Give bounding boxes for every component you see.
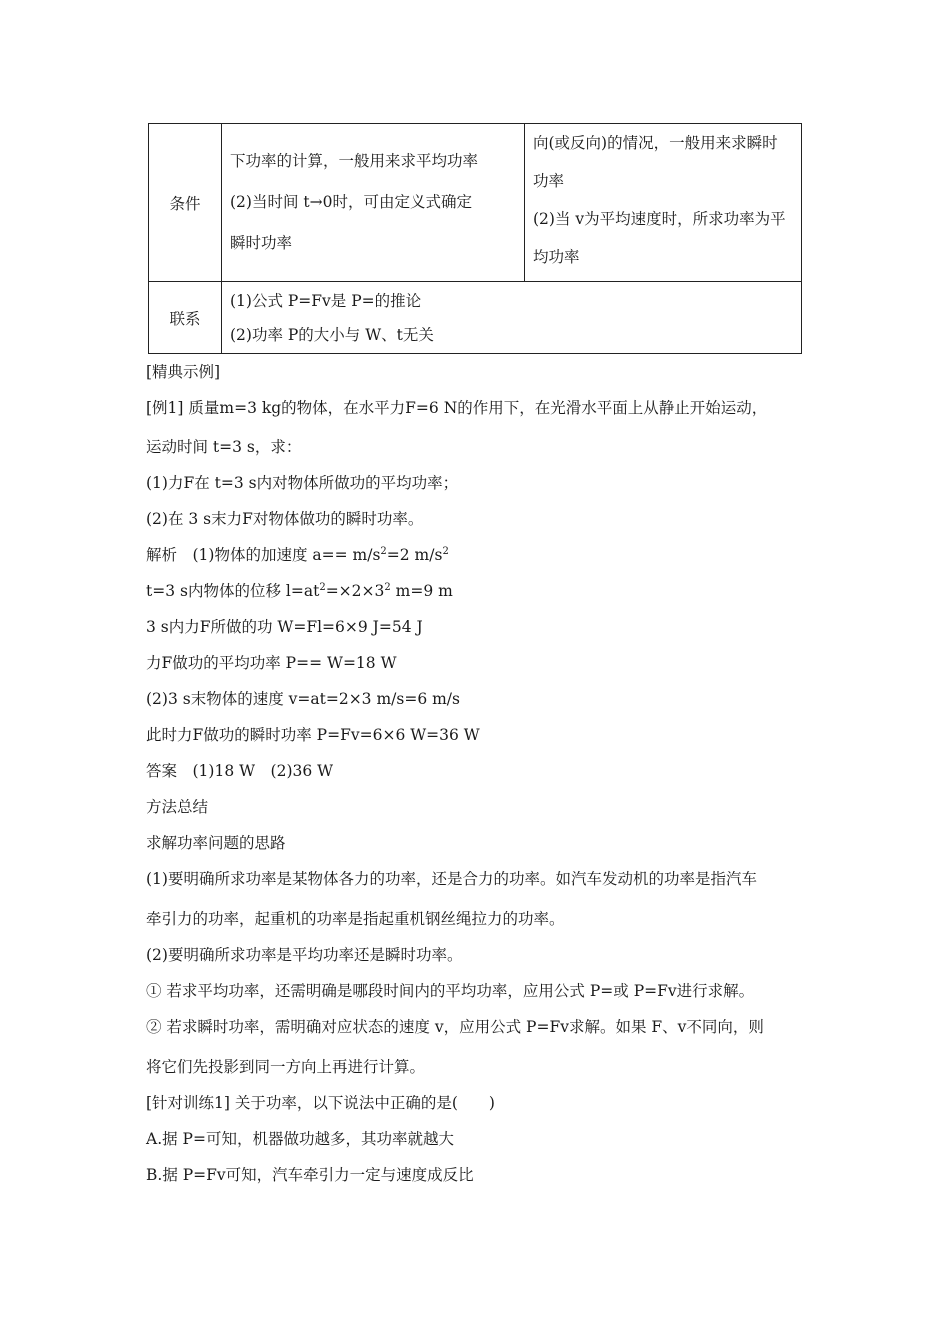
method-line: (2)要明确所求功率是平均功率还是瞬时功率。	[146, 946, 463, 964]
cell-line: (2)当时间 t→0时，可由定义式确定	[230, 193, 472, 211]
relation-cell	[222, 282, 802, 354]
method-line: (1)要明确所求功率是某物体各力的功率，还是合力的功率。如汽车发动机的功率是指汽车	[146, 870, 757, 888]
cell-line: 瞬时功率	[230, 234, 293, 252]
question-1: (1)力F在 t=3 s内对物体所做功的平均功率；	[146, 474, 459, 492]
condition-cell-left	[222, 124, 525, 282]
question-2: (2)在 3 s末力F对物体做功的瞬时功率。	[146, 510, 424, 528]
example-line: [例1] 质量m=3 kg的物体，在水平力F=6 N的作用下，在光滑水平面上从静止开始运动，	[146, 399, 768, 417]
solution-line: t=3 s内物体的位移 $l=at^2=\times 2\times 3^2$ m=9 m	[146, 582, 453, 600]
method-subtitle: 求解功率问题的思路	[146, 834, 286, 852]
section-title: [精典示例]	[146, 363, 221, 381]
method-title: 方法总结	[146, 798, 209, 816]
option-b: B.据 P=Fv可知，汽车牵引力一定与速度成反比	[146, 1166, 474, 1184]
solution-line: 3 s内力F所做的功 W=Fl=6×9 J=54 J	[146, 618, 423, 636]
option-a: A.据 P=可知，机器做功越多，其功率就越大	[146, 1130, 454, 1148]
method-line: 将它们先投影到同一方向上再进行计算。	[146, 1058, 426, 1076]
solution-line: 解析 (1)物体的加速度 $a== m/s^2=2$ $m/s^2$	[146, 546, 449, 564]
solution-line: (2)3 s末物体的速度 v=at=2×3 m/s=6 m/s	[146, 690, 460, 708]
cell-line: (2)功率 P的大小与 W、t无关	[230, 325, 434, 344]
row-label-relation: 联系	[149, 282, 222, 354]
cell-line: (1)公式 P=Fv是 P=的推论	[230, 291, 422, 310]
method-line: 牵引力的功率，起重机的功率是指起重机钢丝绳拉力的功率。	[146, 910, 565, 928]
condition-cell-right	[525, 124, 802, 282]
cell-line: 功率	[533, 172, 565, 190]
cell-line: 下功率的计算，一般用来求平均功率	[230, 152, 479, 170]
method-line: ① 若求平均功率，还需明确是哪段时间内的平均功率，应用公式 P=或 P=Fv进行求解。	[146, 982, 755, 1000]
cell-line: 向(或反向)的情况，一般用来求瞬时	[533, 134, 778, 152]
solution-line: 力F做功的平均功率 P== W=18 W	[146, 654, 397, 672]
training-question: [针对训练1] 关于功率，以下说法中正确的是( )	[146, 1094, 495, 1112]
comparison-table	[148, 123, 802, 354]
cell-line: 均功率	[533, 248, 580, 266]
answer-line: 答案 (1)18 W (2)36 W	[146, 762, 334, 780]
row-label-condition: 条件	[149, 124, 222, 282]
solution-line: 此时力F做功的瞬时功率 P=Fv=6×6 W=36 W	[146, 726, 480, 744]
cell-line: (2)当 v为平均速度时，所求功率为平	[533, 210, 786, 228]
method-line: ② 若求瞬时功率，需明确对应状态的速度 v，应用公式 P=Fv求解。如果 F、v不同向，则	[146, 1018, 764, 1036]
example-line: 运动时间 t=3 s，求：	[146, 438, 302, 456]
